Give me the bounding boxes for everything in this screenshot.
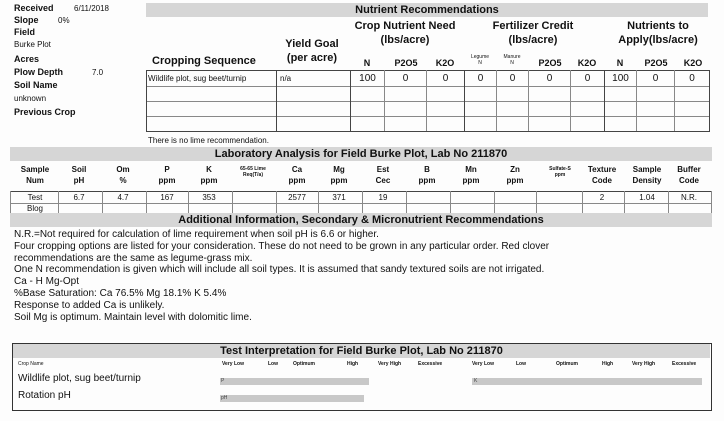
lab-header-9-bottom: ppm bbox=[418, 176, 436, 185]
scale-label: Low bbox=[268, 361, 278, 367]
lab-grid-line bbox=[582, 191, 583, 213]
additional-text bbox=[14, 229, 549, 323]
lab-ca: 2577 bbox=[288, 193, 306, 202]
scale-label: Low bbox=[516, 361, 526, 367]
apply-n-value: 100 bbox=[612, 73, 629, 84]
col-manure bbox=[498, 54, 526, 66]
additional-line: %Base Saturation: Ca 76.5% Mg 18.1% K 5.4% bbox=[14, 287, 227, 299]
lab-ph: 6.7 bbox=[73, 193, 85, 202]
col-need-p2o5: P2O5 bbox=[394, 58, 418, 68]
scale-label: Very High bbox=[378, 361, 402, 367]
lab-header-14-bottom: Density bbox=[632, 176, 662, 185]
additional-line: One N recommendation is given which will include all soil types. It is assumed that sandy textured soils are not irrigated. bbox=[14, 264, 545, 276]
interp-title: Test Interpretation for Field Burke Plot, Lab No 211870 bbox=[13, 344, 710, 358]
row-yield: n/a bbox=[280, 74, 292, 83]
lime-note: There is no lime recommendation. bbox=[148, 136, 269, 145]
scale-label: High bbox=[347, 361, 359, 367]
scale-label: Optimum bbox=[556, 361, 578, 367]
crop-need-units: (lbs/acre) bbox=[380, 34, 430, 46]
acres-label: Acres bbox=[14, 54, 40, 64]
interp-bar-left bbox=[220, 395, 364, 402]
col-legume-n: N bbox=[478, 60, 482, 66]
lab-header-8-top: Est bbox=[376, 165, 390, 174]
lab-density: 1.04 bbox=[639, 193, 655, 202]
apply-units: Apply(lbs/acre) bbox=[618, 34, 698, 46]
col-apply-n: N bbox=[616, 58, 624, 68]
lab-header-15-top: Buffer bbox=[677, 165, 701, 174]
lab-header-3-bottom: ppm bbox=[158, 176, 176, 185]
sequence-header: Cropping Sequence bbox=[152, 55, 256, 67]
scale-label: Very Low bbox=[472, 361, 494, 367]
slope-value: 0% bbox=[58, 16, 70, 25]
slope-label: Slope bbox=[14, 15, 39, 25]
lab-header-7-bottom: ppm bbox=[330, 176, 348, 185]
col-need-n: N bbox=[363, 58, 371, 68]
nutrient-rec-title: Nutrient Recommendations bbox=[146, 3, 708, 17]
interp-bar-left bbox=[220, 378, 369, 385]
lab-k: 353 bbox=[202, 193, 216, 202]
lab-sample: Test bbox=[27, 193, 43, 202]
lab-header-3-top: P bbox=[164, 165, 170, 174]
plow-depth-label: Plow Depth bbox=[14, 67, 63, 77]
lab-header-4-top: K bbox=[206, 165, 212, 174]
lab-header-5-top: 65-65 Lime bbox=[240, 166, 266, 172]
lab-grid-line bbox=[494, 191, 495, 213]
lab-grid-line bbox=[711, 191, 712, 213]
yield-per-acre: (per acre) bbox=[286, 52, 338, 64]
lab-grid-line bbox=[318, 191, 319, 213]
lab-grid-line bbox=[362, 191, 363, 213]
fert-credit-title: Fertilizer Credit bbox=[492, 20, 574, 32]
credit-k-value: 0 bbox=[584, 73, 591, 84]
fert-credit-units: (lbs/acre) bbox=[508, 34, 558, 46]
col-manure-label: Manure bbox=[503, 54, 521, 60]
field-label: Field bbox=[14, 27, 36, 37]
scale-label: Excessive bbox=[672, 361, 697, 367]
field-value: Burke Plot bbox=[14, 40, 51, 49]
lab-grid-line bbox=[624, 191, 625, 213]
lab-header-9-top: B bbox=[424, 165, 430, 174]
lab-om: 4.7 bbox=[117, 193, 129, 202]
lab-header-0-bottom: Num bbox=[26, 176, 44, 185]
interp-tag-left: pH bbox=[221, 395, 228, 401]
col-credit-p2o5: P2O5 bbox=[538, 58, 562, 68]
yield-header: Yield Goal bbox=[285, 38, 339, 50]
lab-header-13-bottom: Code bbox=[592, 176, 612, 185]
lab-header-8-bottom: Cec bbox=[375, 176, 391, 185]
lab-header-2-bottom: % bbox=[119, 176, 127, 185]
lab-grid-line bbox=[146, 191, 147, 213]
lab-header-13-top: Texture bbox=[587, 165, 617, 174]
lab-cec: 19 bbox=[378, 193, 388, 202]
interp-bar-right bbox=[472, 378, 702, 385]
apply-p-value: 0 bbox=[652, 73, 659, 84]
lab-sample-2: Blog bbox=[26, 204, 43, 213]
col-apply-p2o5: P2O5 bbox=[644, 58, 668, 68]
interp-row-2-name: Rotation pH bbox=[18, 390, 71, 401]
need-k-value: 0 bbox=[442, 73, 449, 84]
lab-grid-line bbox=[450, 191, 451, 213]
plow-depth-value: 7.0 bbox=[92, 68, 104, 77]
scale-label: Very Low bbox=[222, 361, 244, 367]
crop-name-label: Crop Name bbox=[18, 361, 44, 367]
lab-header-10-top: Mn bbox=[465, 165, 477, 174]
lab-grid-line bbox=[58, 191, 59, 213]
col-legume bbox=[466, 54, 494, 66]
interp-tag-right: K bbox=[474, 378, 478, 384]
lab-header-10-bottom: ppm bbox=[462, 176, 480, 185]
lab-header-6-top: Ca bbox=[291, 165, 303, 174]
credit-p-value: 0 bbox=[546, 73, 553, 84]
previous-crop-label: Previous Crop bbox=[14, 107, 76, 117]
additional-line: Response to added Ca is unlikely. bbox=[14, 299, 165, 311]
lab-header-12-bottom: ppm bbox=[554, 172, 566, 178]
additional-line: Four cropping options are listed for your consideration. These do not need to be grown in any particular order. Red clover bbox=[14, 240, 550, 252]
lab-header-14-top: Sample bbox=[632, 165, 662, 174]
lab-grid-line bbox=[406, 191, 407, 213]
row-sequence: Wildlife plot, sug beet/turnip bbox=[148, 74, 247, 83]
scale-label: High bbox=[602, 361, 614, 367]
lab-p: 167 bbox=[160, 193, 174, 202]
lab-grid-line bbox=[102, 191, 103, 213]
lab-header-12-top: Sulfate-S bbox=[549, 166, 571, 172]
scale-label: Excessive bbox=[418, 361, 443, 367]
lab-grid-line bbox=[276, 191, 277, 213]
lab-header-0-top: Sample bbox=[20, 165, 50, 174]
legume-n-value: 0 bbox=[477, 73, 484, 84]
soil-name-value: unknown bbox=[14, 94, 47, 103]
lab-grid-line bbox=[188, 191, 189, 213]
received-label: Received bbox=[14, 3, 54, 13]
col-credit-k2o: K2O bbox=[577, 58, 597, 68]
need-n-value: 100 bbox=[359, 73, 376, 84]
col-need-k2o: K2O bbox=[435, 58, 455, 68]
apply-k-value: 0 bbox=[689, 73, 695, 84]
lab-grid-line bbox=[536, 191, 537, 213]
additional-line: N.R.=Not required for calculation of lime requirement when soil pH is 6.6 or higher. bbox=[14, 229, 379, 240]
lab-header-11-bottom: ppm bbox=[506, 176, 524, 185]
interp-tag-left: P bbox=[221, 378, 225, 384]
scale-label: Optimum bbox=[293, 361, 315, 367]
apply-title: Nutrients to bbox=[627, 20, 689, 32]
lab-mg: 371 bbox=[332, 193, 346, 202]
lab-title: Laboratory Analysis for Field Burke Plot, Lab No 211870 bbox=[10, 147, 712, 161]
lab-header-4-bottom: ppm bbox=[200, 176, 218, 185]
lab-header-1-bottom: pH bbox=[73, 176, 85, 185]
lab-texture: 2 bbox=[599, 193, 605, 202]
additional-title: Additional Information, Secondary & Micronutrient Recommendations bbox=[10, 213, 712, 227]
col-legume-label: Legume bbox=[470, 54, 490, 60]
lab-header-11-top: Zn bbox=[510, 165, 520, 174]
lab-header-1-top: Soil bbox=[71, 165, 87, 174]
col-manure-n: N bbox=[510, 60, 514, 66]
lab-grid-line bbox=[668, 191, 669, 213]
crop-need-title: Crop Nutrient Need bbox=[354, 20, 456, 32]
lab-header-15-bottom: Code bbox=[679, 176, 699, 185]
need-p-value: 0 bbox=[402, 73, 409, 84]
lab-buffer: N.R. bbox=[681, 193, 697, 202]
additional-line: Ca - H Mg-Opt bbox=[14, 276, 80, 288]
additional-line: Soil Mg is optimum. Maintain level with dolomitic lime. bbox=[14, 311, 252, 323]
lab-grid-line bbox=[232, 191, 233, 213]
scale-label: Very High bbox=[632, 361, 656, 367]
lab-header-2-top: Om bbox=[116, 165, 130, 174]
additional-line: recommendations are the same as legume-grass mix. bbox=[14, 252, 253, 264]
lab-header-6-bottom: ppm bbox=[288, 176, 306, 185]
lab-header-5-bottom: Req(T/a) bbox=[243, 172, 263, 178]
received-value: 6/11/2018 bbox=[74, 4, 109, 13]
lab-grid-line bbox=[10, 191, 11, 213]
col-apply-k2o: K2O bbox=[683, 58, 703, 68]
soil-name-label: Soil Name bbox=[14, 80, 58, 90]
lab-header-7-top: Mg bbox=[333, 165, 345, 174]
manure-n-value: 0 bbox=[509, 73, 516, 84]
interp-row-1-name: Wildlife plot, sug beet/turnip bbox=[18, 373, 141, 384]
